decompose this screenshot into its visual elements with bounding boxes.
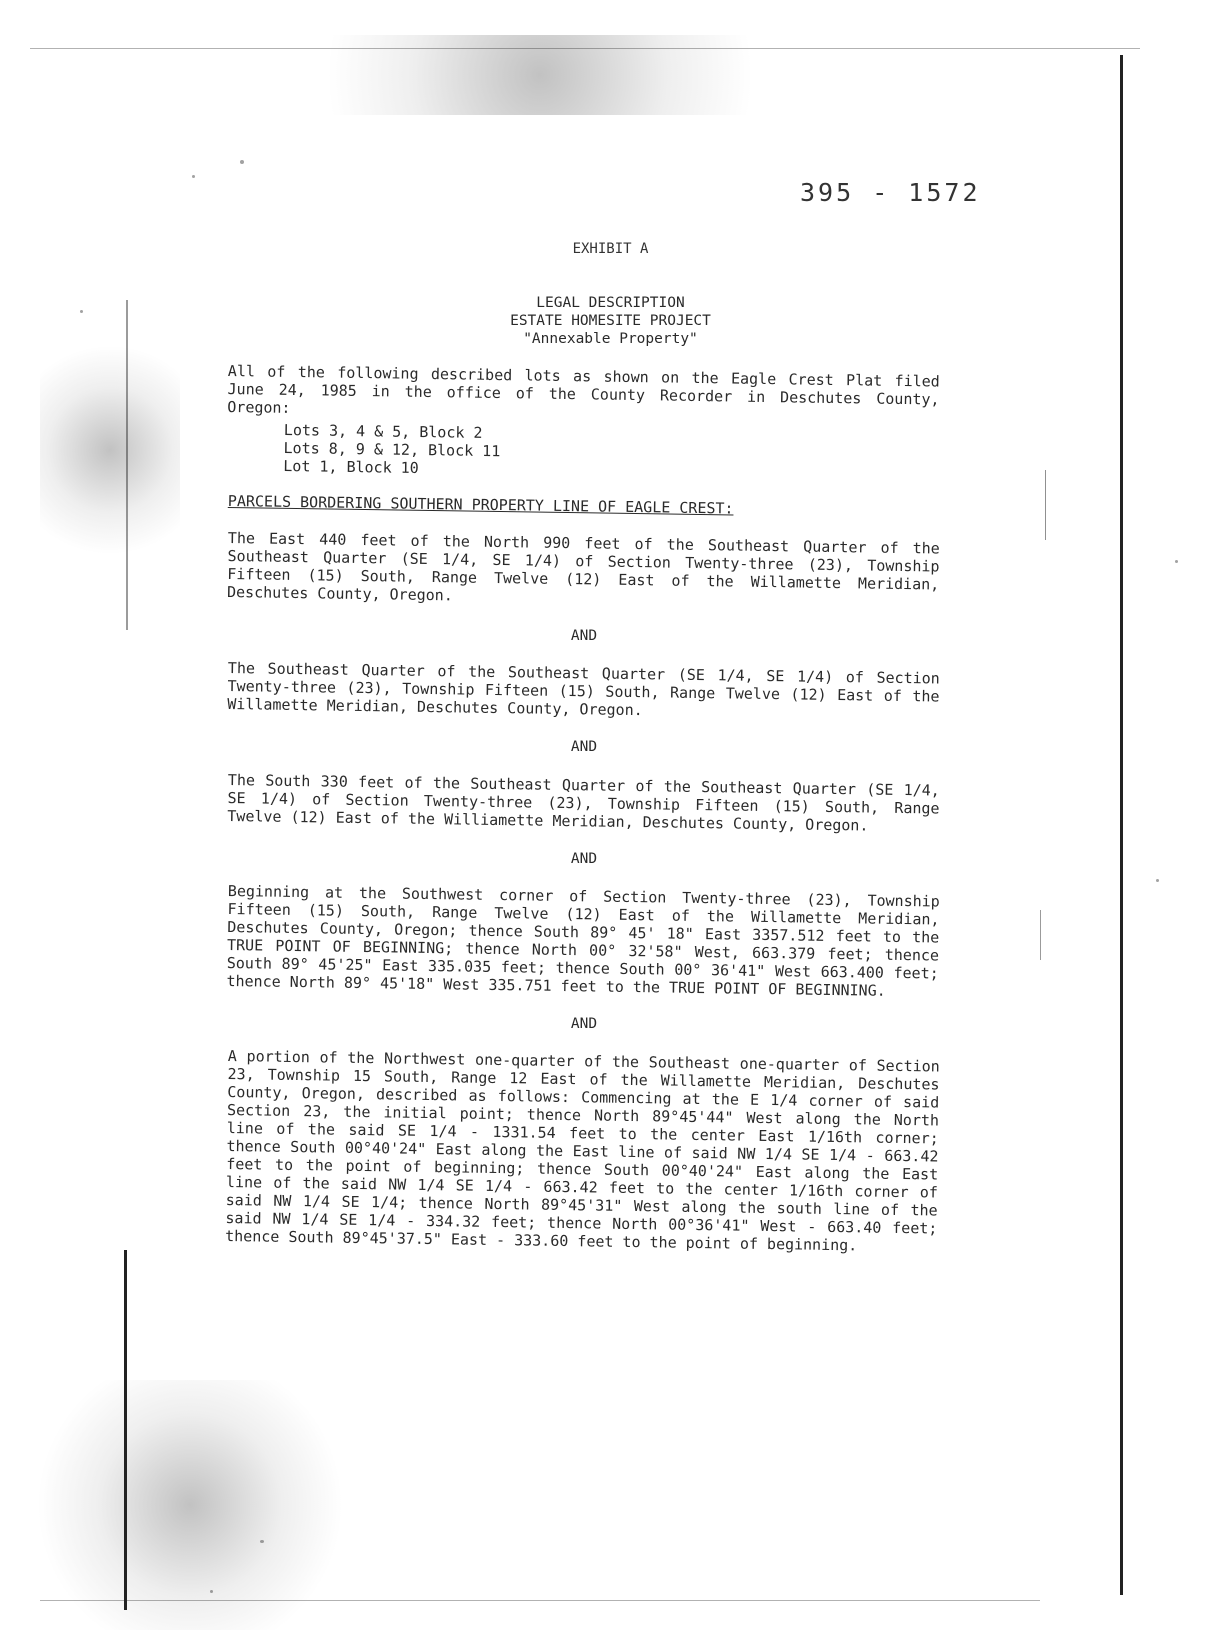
parcel-paragraph: The South 330 feet of the Southeast Quarter of the Southeast Quarter (SE 1/4, SE 1/4) of Section Twenty-three (23), Township Fifteen (15) South, Range Twelve (12) East of the Williamette Meridian, Deschutes County, Oregon. bbox=[227, 771, 940, 835]
and-separator: AND bbox=[570, 739, 598, 755]
intro-paragraph: All of the following described lots as shown on the Eagle Crest Plat filed June 24, 1985 in the office of the County Recorder in Deschutes County, Oregon: bbox=[227, 362, 940, 417]
and-separator: AND bbox=[570, 851, 598, 867]
margin-mark-right bbox=[1045, 470, 1046, 540]
top-edge-line bbox=[30, 48, 1140, 49]
and-separator: AND bbox=[570, 1016, 598, 1032]
scan-speckle bbox=[210, 1590, 213, 1593]
and-separator: AND bbox=[570, 628, 598, 644]
heading-line: "Annexable Property" bbox=[523, 331, 698, 347]
right-margin-line bbox=[1120, 55, 1123, 1595]
scan-speckle bbox=[260, 1540, 264, 1543]
scan-speckle bbox=[192, 175, 195, 178]
margin-mark-right-2 bbox=[1040, 910, 1041, 960]
parcel-paragraph: A portion of the Northwest one-quarter of the Southeast one-quarter of Section 23, Township 15 South, Range 12 East of the Willamette Meridian, Deschutes County, Oregon, described as follows: Commencing at the E 1/4 corner of said Section 23, the initial point; thence North 89°45'44" West along the North line of the said SE 1/4 - 1331.54 feet to the center East 1/16th corner; thence South 00°40'24" East along the East line of said NW 1/4 SE 1/4 - 663.42 feet to the point of beginning; thence South 00°40'24" East along the East line of the said NW 1/4 SE 1/4 - 663.42 feet to the center 1/16th corner of said NW 1/4 SE 1/4; thence North 89°45'31" West along the south line of the said NW 1/4 SE 1/4 - 334.32 feet; thence North 00°36'41" West - 663.40 feet; thence South 89°45'37.5" East - 333.60 feet to the point of beginning. bbox=[225, 1047, 940, 1255]
scan-smudge-left bbox=[40, 330, 180, 570]
parcel-paragraph: The Southeast Quarter of the Southeast Quarter (SE 1/4, SE 1/4) of Section Twenty-three (23), Township Fifteen (15) South, Range Twelve (12) East of the Willamette Meridian, Deschutes County, Oregon. bbox=[227, 659, 940, 720]
lot-item: Lots 8, 9 & 12, Block 11 bbox=[283, 438, 501, 461]
lot-item: Lots 3, 4 & 5, Block 2 bbox=[283, 421, 483, 442]
heading-block bbox=[0, 294, 1221, 348]
section-heading: PARCELS BORDERING SOUTHERN PROPERTY LINE OF EAGLE CREST: bbox=[227, 492, 734, 518]
heading-line: ESTATE HOMESITE PROJECT bbox=[510, 313, 711, 329]
left-margin-line-upper bbox=[126, 300, 128, 630]
scan-speckle bbox=[1175, 560, 1178, 563]
scan-speckle bbox=[240, 160, 244, 164]
left-margin-line bbox=[124, 1250, 127, 1610]
lot-item: Lot 1, Block 10 bbox=[283, 456, 419, 478]
parcel-paragraph: The East 440 feet of the North 990 feet of the Southeast Quarter of the Southeast Quarter (SE 1/4, SE 1/4) of Section Twenty-three (23), Township Fifteen (15) South, Range Twelve (12) East of the Willamette Meridian, Deschutes County, Oregon. bbox=[226, 529, 940, 605]
recording-number: 395 - 1572 bbox=[800, 178, 981, 207]
parcel-paragraph: Beginning at the Southwest corner of Section Twenty-three (23), Township Fifteen (15) South, Range Twelve (12) East of the Willamette Meridian, Deschutes County, Oregon; thence South 89° 45' 18" East 3357.512 feet to the TRUE POINT OF BEGINNING; thence North 00° 32'58" West, 663.379 feet; thence South 89° 45'25" East 335.035 feet; thence South 00° 36'41" West 663.400 feet; thence North 89° 45'18" West 335.751 feet to the TRUE POINT OF BEGINNING. bbox=[226, 882, 940, 1000]
heading-line: LEGAL DESCRIPTION bbox=[536, 295, 685, 311]
exhibit-title: EXHIBIT A bbox=[572, 241, 649, 257]
lots-list bbox=[283, 421, 501, 478]
scan-smudge-bottom bbox=[30, 1380, 350, 1630]
bottom-edge-line bbox=[40, 1600, 1040, 1601]
scan-speckle bbox=[1156, 879, 1159, 882]
scan-smudge-top bbox=[260, 35, 820, 115]
